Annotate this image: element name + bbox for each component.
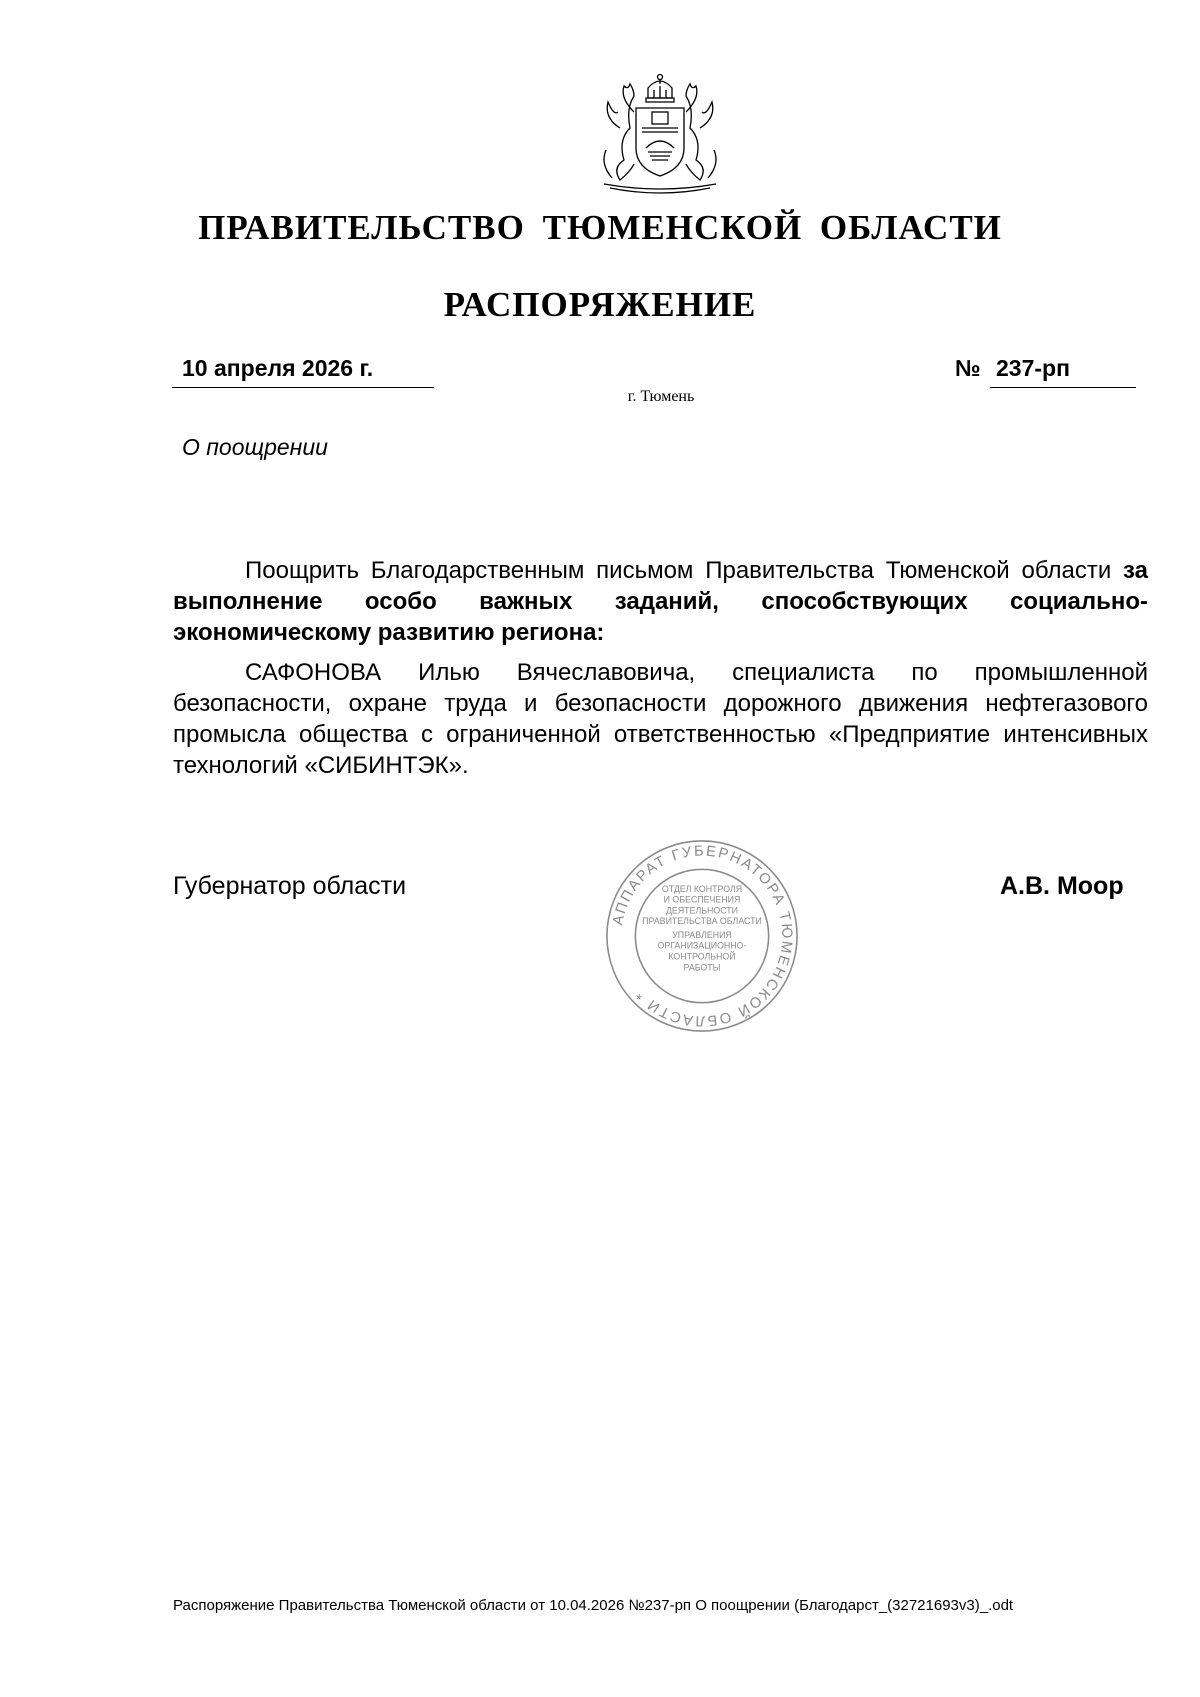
number-field <box>990 355 1136 388</box>
date-field <box>172 355 434 388</box>
coat-of-arms-icon <box>590 68 730 198</box>
body-paragraph-1 <box>173 555 1148 648</box>
number-sign: № <box>955 355 981 381</box>
svg-text:ОРГАНИЗАЦИОННО-: ОРГАНИЗАЦИОННО- <box>657 940 747 951</box>
svg-text:ОТДЕЛ КОНТРОЛЯ: ОТДЕЛ КОНТРОЛЯ <box>661 883 743 894</box>
svg-text:И ОБЕСПЕЧЕНИЯ: И ОБЕСПЕЧЕНИЯ <box>663 894 741 905</box>
document-subject: О поощрении <box>182 434 328 460</box>
city-label: г. Тюмень <box>627 388 695 405</box>
document-number: 237-рп <box>996 355 1070 381</box>
body-p1-bold: за выполнение особо важных заданий, способствующих социально-экономическому развитию региона: <box>173 557 1148 646</box>
svg-text:РАБОТЫ: РАБОТЫ <box>683 962 721 973</box>
svg-text:ДЕЯТЕЛЬНОСТИ: ДЕЯТЕЛЬНОСТИ <box>665 905 739 916</box>
body-p2-text: САФОНОВА Илью Вячеславовича, специалиста по промышленной безопасности, охране труда и безопасности дорожного движения нефтегазового промысла общества с ограниченной ответственностью «Предприятие интенсивных технологий «СИБИНТЭК». <box>173 659 1148 779</box>
signer-name: А.В. Моор <box>1000 872 1124 900</box>
signer-title: Губернатор области <box>173 872 407 900</box>
body-p1-normal: Поощрить Благодарственным письмом Правительства Тюменской области <box>245 557 1124 584</box>
organization-title: ПРАВИТЕЛЬСТВО ТЮМЕНСКОЙ ОБЛАСТИ <box>198 208 1002 247</box>
svg-text:АППАРАТ ГУБЕРНАТОРА ТЮМЕНСКОЙ: АППАРАТ ГУБЕРНАТОРА ТЮМЕНСКОЙ ОБЛАСТИ * <box>610 843 795 1029</box>
svg-text:УПРАВЛЕНИЯ: УПРАВЛЕНИЯ <box>672 929 732 940</box>
body-paragraph-2 <box>173 657 1148 781</box>
svg-text:КОНТРОЛЬНОЙ: КОНТРОЛЬНОЙ <box>668 951 736 962</box>
official-stamp-icon <box>604 838 800 1034</box>
document-type-title: РАСПОРЯЖЕНИЕ <box>443 285 757 324</box>
page-footer: Распоряжение Правительства Тюменской области от 10.04.2026 №237-рп О поощрении (Благодарст_(32721693v3)_.odt <box>173 1597 1014 1614</box>
svg-text:ПРАВИТЕЛЬСТВА ОБЛАСТИ: ПРАВИТЕЛЬСТВА ОБЛАСТИ <box>642 916 762 927</box>
document-date: 10 апреля 2026 г. <box>182 355 374 381</box>
